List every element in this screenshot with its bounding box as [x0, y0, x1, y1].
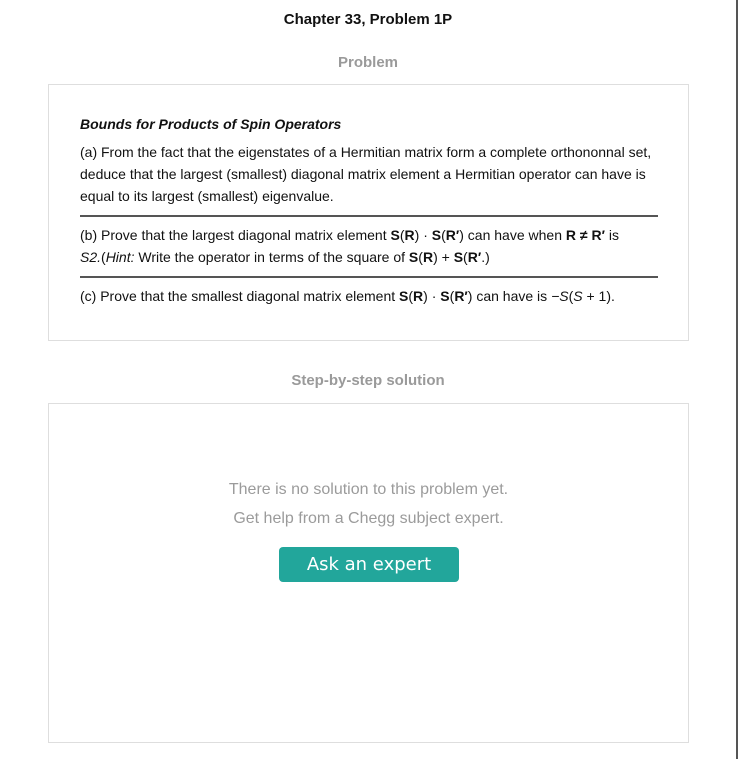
problem-card — [48, 84, 689, 341]
problem-part-c: (c) Prove that the smallest diagonal matrix element S(R) · S(R′) can have is −S(S + 1). — [80, 288, 615, 304]
part-divider — [80, 215, 658, 217]
help-message: Get help from a Chegg subject expert. — [233, 510, 504, 527]
problem-heading: Bounds for Products of Spin Operators — [80, 116, 342, 132]
problem-part-b: (b) Prove that the largest diagonal matrix element S(R) · S(R′) can have when R ≠ R′ is S2.(Hint: Write the operator in terms of the square of S(R) + S(R′.) — [80, 227, 619, 265]
solution-card — [48, 403, 689, 743]
part-divider — [80, 276, 658, 278]
no-solution-message: There is no solution to this problem yet. — [228, 481, 509, 498]
problem-part-a: (a) From the fact that the eigenstates of a Hermitian matrix form a complete orthononnal set, deduce that the largest (smallest) diagonal matrix element a Hermitian operator can have is equal to its largest (smallest) eigenvalue. — [80, 144, 652, 204]
ask-expert-button[interactable]: Ask an expert — [279, 547, 459, 582]
chapter-title: Chapter 33, Problem 1P — [283, 11, 453, 28]
solution-section-label: Step-by-step solution — [291, 372, 445, 389]
problem-section-label: Problem — [337, 54, 398, 71]
problem-body — [80, 115, 658, 307]
